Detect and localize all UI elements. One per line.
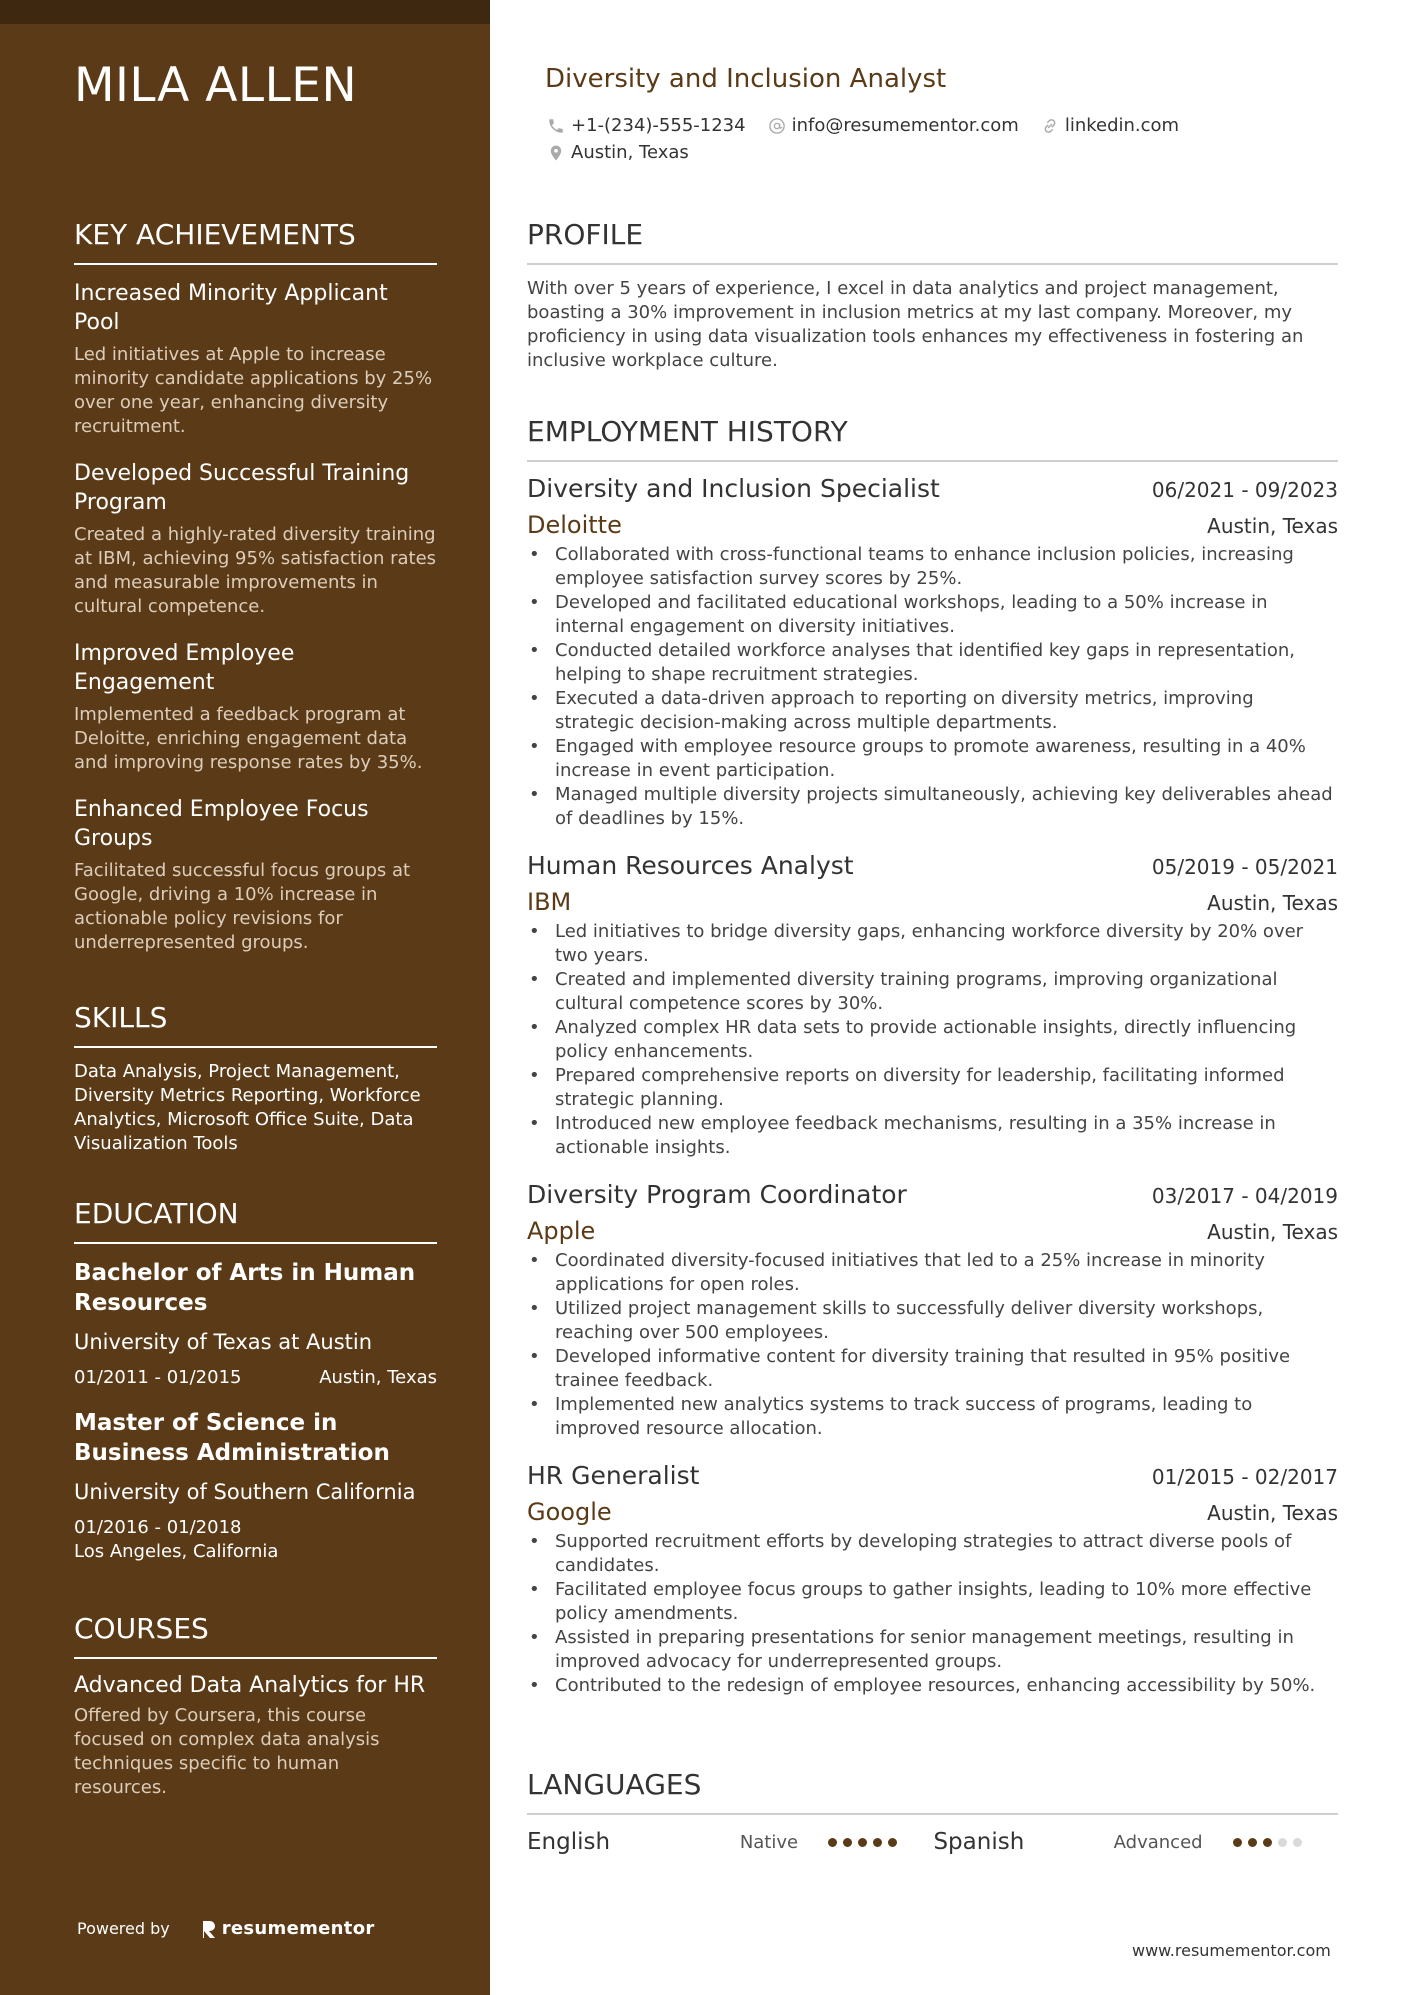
job-bullet: • Implemented new analytics systems to track success of programs, leading to improved resource allocation. (527, 1393, 1338, 1441)
job-bullet: • Analyzed complex HR data sets to provide actionable insights, directly influencing policy enhancements. (527, 1016, 1338, 1064)
job-location: Austin, Texas (1207, 514, 1338, 538)
job-dates: 06/2021 - 09/2023 (1151, 478, 1338, 502)
job-location: Austin, Texas (1207, 1501, 1338, 1525)
skills-section (74, 1001, 437, 1156)
job-bullet: • Assisted in preparing presentations for senior management meetings, resulting in improved advocacy for underrepresented groups. (527, 1626, 1338, 1674)
language-rating (1233, 1838, 1338, 1847)
achievement-desc: Facilitated successful focus groups at Google, driving a 10% increase in actionable policy revisions for underrepresented groups. (74, 860, 411, 953)
rating-dot-filled (858, 1838, 867, 1847)
job-entry (527, 474, 1338, 831)
employment-section (527, 415, 1338, 1698)
location-text: Austin, Texas (571, 142, 689, 163)
powered-by (77, 1918, 375, 1939)
job-bullet: • Contributed to the redesign of employee resources, enhancing accessibility by 50%. (527, 1674, 1338, 1698)
job-bullet: • Developed informative content for diversity training that resulted in 95% positive trainee feedback. (527, 1345, 1338, 1393)
phone-icon (547, 117, 565, 135)
achievements-heading: KEY ACHIEVEMENTS (74, 218, 437, 265)
courses-section (74, 1612, 437, 1800)
job-bullets (527, 1530, 1338, 1698)
sidebar (0, 0, 490, 1995)
contact-location (547, 142, 689, 163)
sidebar-top-bar (0, 0, 490, 24)
rating-dot-filled (1248, 1838, 1257, 1847)
course-title: Advanced Data Analytics for HR (74, 1673, 426, 1698)
achievement-title: Improved Employee Engagement (74, 641, 295, 695)
courses-heading: COURSES (74, 1612, 437, 1659)
job-bullet: • Supported recruitment efforts by developing strategies to attract diverse pools of candidates. (527, 1530, 1338, 1578)
education-dates: 01/2016 - 01/2018 (74, 1517, 242, 1538)
profile-text: With over 5 years of experience, I excel in data analytics and project management, boasting a 30% improvement in inclusion metrics at my last company. Moreover, my proficiency in using data visualization tools enhances my effectiveness in fostering an inclusive workplace culture. (527, 278, 1304, 371)
contact-info (547, 112, 1347, 166)
education-school: University of Southern California (74, 1480, 416, 1504)
job-bullet: • Led initiatives to bridge diversity gaps, enhancing workforce diversity by 20% over two years. (527, 920, 1338, 968)
achievement-title: Enhanced Employee Focus Groups (74, 797, 369, 851)
contact-phone[interactable] (547, 115, 746, 136)
education-dates: 01/2011 - 01/2015 (74, 1367, 242, 1388)
contact-linkedin[interactable] (1041, 115, 1179, 136)
skills-list: Data Analysis, Project Management, Diversity Metrics Reporting, Workforce Analytics, Microsoft Office Suite, Data Visualization Tools (74, 1061, 421, 1154)
job-entry (527, 851, 1338, 1160)
job-bullet: • Coordinated diversity-focused initiatives that led to a 25% increase in minority applications for open roles. (527, 1249, 1338, 1297)
job-company: Apple (527, 1217, 596, 1245)
job-bullets (527, 920, 1338, 1160)
job-entry (527, 1180, 1338, 1441)
rating-dot-filled (843, 1838, 852, 1847)
rating-dot-filled (1233, 1838, 1242, 1847)
language-name: English (527, 1829, 611, 1855)
education-item (74, 1408, 437, 1564)
phone-text: +1-(234)-555-1234 (571, 115, 746, 136)
skills-heading: SKILLS (74, 1001, 437, 1048)
employment-heading: EMPLOYMENT HISTORY (527, 415, 1338, 462)
language-rating (828, 1838, 933, 1847)
location-pin-icon (547, 144, 565, 162)
education-section (74, 1197, 437, 1564)
candidate-name: MILA ALLEN (74, 58, 358, 113)
education-heading: EDUCATION (74, 1197, 437, 1244)
rating-dot-empty (1278, 1838, 1287, 1847)
job-role: Diversity and Inclusion Specialist (527, 474, 940, 503)
job-company: Google (527, 1498, 612, 1526)
education-degree: Master of Science in Business Administration (74, 1410, 390, 1466)
job-bullet: • Engaged with employee resource groups to promote awareness, resulting in a 40% increase in event participation. (527, 735, 1338, 783)
job-dates: 03/2017 - 04/2019 (1151, 1184, 1338, 1208)
contact-email[interactable] (768, 115, 1019, 136)
language-level: Advanced (1113, 1831, 1203, 1853)
rating-dot-filled (1263, 1838, 1272, 1847)
achievement-desc: Implemented a feedback program at Deloitte, enriching engagement data and improving response rates by 35%. (74, 704, 423, 773)
achievement-item (74, 459, 437, 619)
education-school: University of Texas at Austin (74, 1330, 373, 1354)
job-bullet: • Created and implemented diversity training programs, improving organizational cultural competence scores by 30%. (527, 968, 1338, 1016)
rating-dot-empty (1293, 1838, 1302, 1847)
achievement-desc: Created a highly-rated diversity training at IBM, achieving 95% satisfaction rates and measurable improvements in cultural competence. (74, 524, 437, 617)
job-title: Diversity and Inclusion Analyst (545, 64, 947, 94)
job-bullet: • Developed and facilitated educational workshops, leading to a 50% increase in internal engagement on diversity initiatives. (527, 591, 1338, 639)
languages-section (527, 1768, 1338, 1857)
brand-logo[interactable] (200, 1918, 375, 1939)
education-item (74, 1258, 437, 1390)
achievements-section (74, 218, 437, 955)
job-bullet: • Introduced new employee feedback mechanisms, resulting in a 35% increase in actionable insights. (527, 1112, 1338, 1160)
job-bullets (527, 1249, 1338, 1441)
job-bullet: • Facilitated employee focus groups to gather insights, leading to 10% more effective policy amendments. (527, 1578, 1338, 1626)
profile-section (527, 218, 1338, 373)
job-company: Deloitte (527, 511, 622, 539)
job-dates: 05/2019 - 05/2021 (1151, 855, 1338, 879)
email-text: info@resumementor.com (791, 115, 1019, 136)
job-bullets (527, 543, 1338, 831)
brand-name: resumementor (221, 1918, 375, 1939)
at-icon (768, 117, 786, 135)
job-dates: 01/2015 - 02/2017 (1151, 1465, 1338, 1489)
job-location: Austin, Texas (1207, 1220, 1338, 1244)
job-location: Austin, Texas (1207, 891, 1338, 915)
link-icon (1041, 117, 1059, 135)
achievement-item (74, 795, 437, 955)
achievement-title: Developed Successful Training Program (74, 461, 410, 515)
achievement-item (74, 279, 437, 439)
rating-dot-filled (888, 1838, 897, 1847)
education-location: Los Angeles, California (74, 1541, 279, 1562)
job-bullet: • Prepared comprehensive reports on diversity for leadership, facilitating informed strategic planning. (527, 1064, 1338, 1112)
achievement-item (74, 639, 437, 775)
powered-by-label: Powered by (77, 1919, 170, 1938)
linkedin-text: linkedin.com (1064, 115, 1180, 136)
course-desc: Offered by Coursera, this course focused on complex data analysis techniques specific to human resources. (74, 1705, 380, 1798)
languages-heading: LANGUAGES (527, 1768, 1338, 1815)
education-meta (74, 1366, 437, 1390)
job-bullet: • Utilized project management skills to successfully deliver diversity workshops, reaching over 500 employees. (527, 1297, 1338, 1345)
education-degree: Bachelor of Arts in Human Resources (74, 1260, 416, 1316)
language-name: Spanish (933, 1829, 1025, 1855)
achievement-desc: Led initiatives at Apple to increase minority candidate applications by 25% over one year, enhancing diversity recruitment. (74, 344, 433, 437)
education-location: Austin, Texas (319, 1367, 437, 1388)
job-bullet: • Managed multiple diversity projects simultaneously, achieving key deliverables ahead of deadlines by 15%. (527, 783, 1338, 831)
footer-url[interactable]: www.resumementor.com (1132, 1941, 1331, 1960)
languages-row (527, 1827, 1338, 1857)
job-company: IBM (527, 888, 572, 916)
job-role: Human Resources Analyst (527, 851, 854, 880)
language-level: Native (739, 1831, 799, 1853)
job-role: Diversity Program Coordinator (527, 1180, 907, 1209)
profile-heading: PROFILE (527, 218, 1338, 265)
job-role: HR Generalist (527, 1461, 700, 1490)
rating-dot-filled (873, 1838, 882, 1847)
job-entry (527, 1461, 1338, 1698)
job-bullet: • Executed a data-driven approach to reporting on diversity metrics, improving strategic decision-making across multiple departments. (527, 687, 1338, 735)
achievement-title: Increased Minority Applicant Pool (74, 281, 388, 335)
job-bullet: • Collaborated with cross-functional teams to enhance inclusion policies, increasing employee satisfaction survey scores by 25%. (527, 543, 1338, 591)
brand-logo-icon (200, 1919, 218, 1939)
rating-dot-filled (828, 1838, 837, 1847)
job-bullet: • Conducted detailed workforce analyses that identified key gaps in representation, helping to shape recruitment strategies. (527, 639, 1338, 687)
